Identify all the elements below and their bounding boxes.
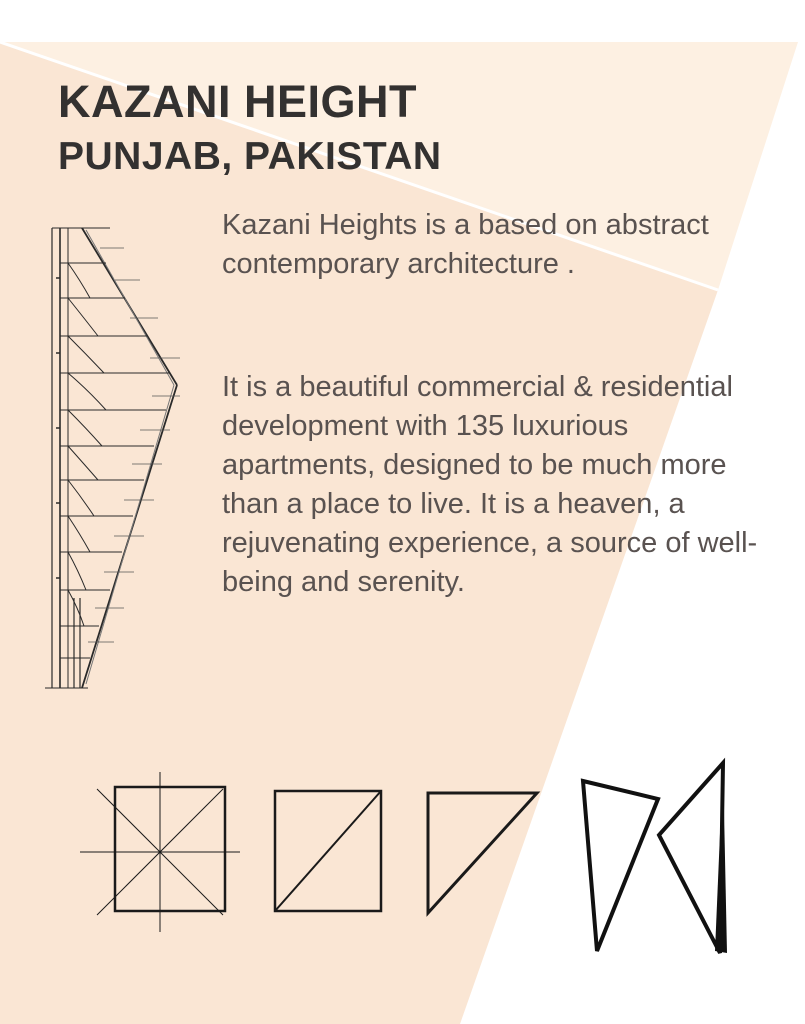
description-paragraph-2: It is a beautiful commercial & residential development with 135 luxurious apartments, designed to be much more than a place to live. It is a heaven, a rejuvenating experience, a source of well-being and serenity. (222, 371, 758, 598)
page-subtitle: PUNJAB, PAKISTAN (58, 135, 442, 178)
description-paragraph-1: Kazani Heights is a based on abstract contemporary architecture . (222, 209, 709, 280)
triangle-icon (428, 793, 537, 913)
page-title: KAZANI HEIGHT (58, 76, 417, 127)
split-triangles-logo-icon (583, 763, 727, 953)
square-with-diagonals-icon (80, 772, 240, 932)
geometry-shapes (75, 755, 755, 970)
square-split-diagonal-icon (275, 791, 381, 911)
building-elevation-sketch (40, 218, 190, 693)
